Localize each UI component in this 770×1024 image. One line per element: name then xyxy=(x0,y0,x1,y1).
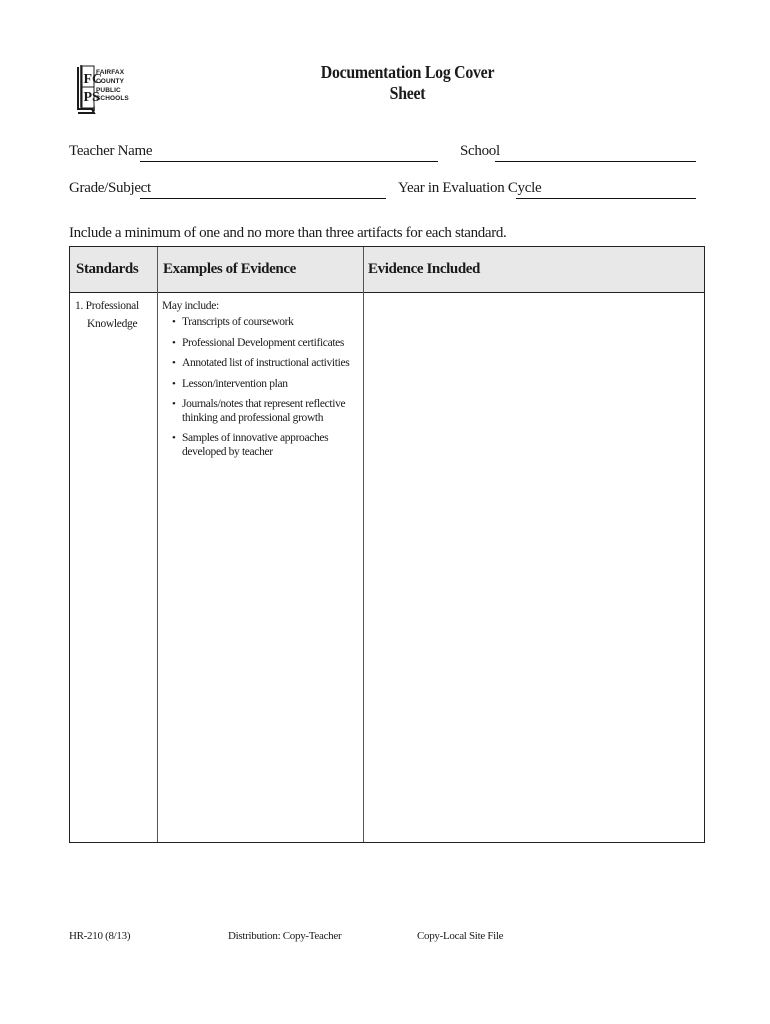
standard-line-2: Knowledge xyxy=(87,318,138,330)
logo-initials-bottom: PS xyxy=(83,90,100,105)
bullet-icon: • xyxy=(172,398,176,410)
bullet-icon: • xyxy=(172,377,176,390)
bullet-icon: • xyxy=(172,336,176,349)
examples-list xyxy=(162,316,362,459)
list-item: • Samples of innovative approaches developed by teacher xyxy=(172,432,329,458)
logo-line-1: FAIRFAX xyxy=(96,69,125,76)
bullet-icon: • xyxy=(172,432,176,444)
column-divider-2 xyxy=(363,247,364,842)
table-header xyxy=(70,247,704,293)
logo-line-4: SCHOOLS xyxy=(96,95,129,103)
logo-initials-top: FC xyxy=(83,72,103,87)
header-standards: Standards xyxy=(76,261,139,277)
page-title: Documentation Log Cover Sheet xyxy=(320,62,495,103)
distribution-copy-teacher: Distribution: Copy-Teacher xyxy=(228,930,342,942)
column-divider-1 xyxy=(157,247,158,842)
instructions: Include a minimum of one and no more than three artifacts for each standard. xyxy=(69,225,507,241)
logo-wordmark xyxy=(96,69,129,104)
documentation-table xyxy=(69,246,705,843)
school-label: School xyxy=(460,143,500,159)
teacher-name-field[interactable] xyxy=(140,161,438,162)
school-field[interactable] xyxy=(495,161,696,162)
header-examples-of-evidence: Examples of Evidence xyxy=(163,261,296,277)
logo-line-3: PUBLIC xyxy=(96,86,121,94)
logo-line-2: COUNTY xyxy=(96,77,125,85)
teacher-name-label: Teacher Name xyxy=(69,143,153,159)
list-item: • Journals/notes that represent reflective thinking and professional growth xyxy=(172,398,346,424)
list-item: • Transcripts of coursework xyxy=(172,316,294,328)
standard-cell xyxy=(75,297,155,333)
list-item: • Lesson/intervention plan xyxy=(172,377,288,390)
examples-cell xyxy=(162,297,362,466)
list-item: • Professional Development certificates xyxy=(172,336,345,349)
grade-subject-field[interactable] xyxy=(140,198,386,199)
standard-line-1: 1. Professional xyxy=(75,300,139,312)
copy-local-site-file: Copy-Local Site File xyxy=(417,930,504,942)
bullet-icon: • xyxy=(172,316,176,328)
examples-intro: May include: xyxy=(162,300,219,312)
evidence-included-cell[interactable] xyxy=(366,295,702,840)
list-item: • Annotated list of instructional activities xyxy=(172,357,350,369)
form-number: HR-210 (8/13) xyxy=(69,930,131,942)
header-evidence-included: Evidence Included xyxy=(368,261,480,277)
year-in-evaluation-cycle-label: Year in Evaluation Cycle xyxy=(398,180,542,196)
year-in-evaluation-cycle-field[interactable] xyxy=(516,198,696,199)
grade-subject-label: Grade/Subject xyxy=(69,180,151,196)
bullet-icon: • xyxy=(172,357,176,369)
